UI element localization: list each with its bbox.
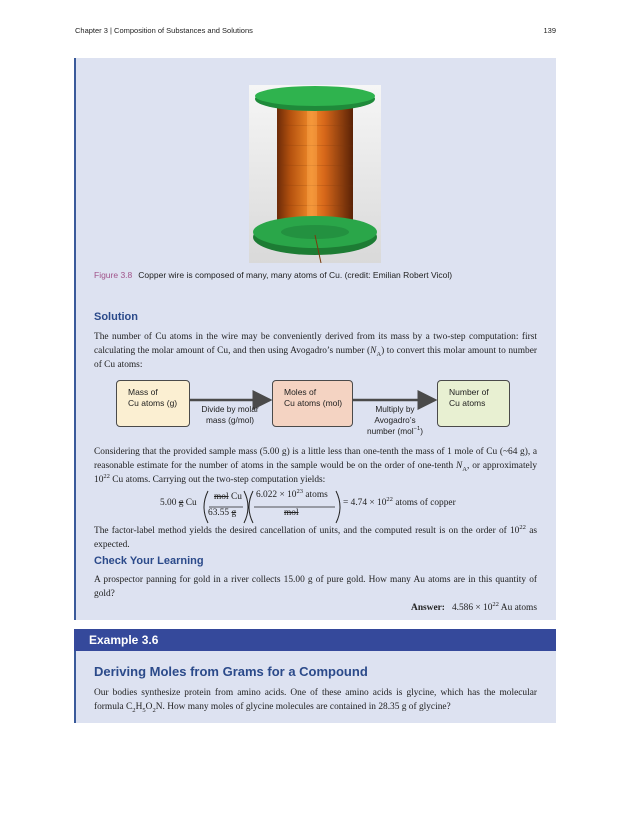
- eq-frac1-den: [208, 508, 236, 518]
- flow-box-mass-line2: Cu atoms (g): [128, 398, 178, 408]
- eq-frac1-mol: mol: [214, 492, 229, 502]
- conclusion-text-a: The factor-label method yields the desired cancellation of units, and the computed result is on the order of 10: [94, 526, 520, 536]
- flow-step-multiply-sup: −1: [413, 426, 421, 433]
- estimate-na: N: [456, 461, 463, 471]
- example-text-a: Our bodies synthesize protein from amino acids. One of these amino acids is glycine, which has the molecular formula C: [94, 688, 537, 712]
- solution-text-b: ) to convert this molar amount to number of Cu atoms:: [94, 346, 537, 370]
- flow-step-multiply-line2: Avogadro’s: [374, 415, 416, 425]
- conclusion-sup: 22: [519, 523, 526, 531]
- conclusion-text-b: as expected.: [94, 526, 537, 550]
- estimate-text-b: , or approximately 10: [94, 461, 538, 485]
- eq-frac1-cu: Cu: [228, 492, 242, 502]
- check-your-learning-heading: Check Your Learning: [94, 555, 204, 567]
- eq-frac2-num-unit: atoms: [303, 490, 328, 500]
- check-your-learning-text: A prospector panning for gold in a river collects 15.00 g of pure gold. How many Au atoms are in this quantity of gold?: [94, 575, 537, 599]
- estimate-text-a: Considering that the provided sample mass (5.00 g) is a little less than one-tenth the mass of 1 mole of Cu (~64 g), a reasonable estimate for the number of atoms in the sample would be on the order of one-tenth: [94, 447, 537, 471]
- eq-frac2-num-sup: 23: [296, 487, 304, 495]
- estimate-sup: 22: [103, 472, 110, 480]
- flow-step-divide-line1: Divide by molar: [201, 404, 259, 414]
- flow-step-divide: [193, 404, 267, 426]
- answer-label: Answer:: [411, 603, 445, 613]
- flow-box-moles-line2: Cu atoms (mol): [284, 398, 343, 408]
- eq-frac2-num: [256, 487, 328, 500]
- eq-frac1-den-unit: g: [231, 508, 237, 518]
- answer-value: 4.586 × 10: [451, 603, 493, 613]
- na-symbol: N: [370, 346, 377, 356]
- flow-step-multiply-end: ): [420, 426, 423, 436]
- figure-caption-text: Copper wire is composed of many, many atoms of Cu. (credit: Emilian Robert Vicol): [138, 270, 453, 280]
- example-sub-h: 5: [142, 706, 146, 714]
- na-subscript: A: [376, 350, 382, 358]
- flow-box-number: [437, 380, 510, 427]
- flow-step-divide-line2: mass (g/mol): [206, 415, 254, 425]
- eq-result-a: = 4.74 × 10: [343, 498, 387, 508]
- example-o: O: [145, 702, 153, 712]
- flow-box-number-line2: Cu atoms: [449, 398, 486, 408]
- example-text: [94, 686, 537, 714]
- flow-box-mass-line1: Mass of: [128, 387, 158, 397]
- flow-step-multiply-line3-text: number (mol: [367, 426, 414, 436]
- example-sub-c: 2: [132, 706, 136, 714]
- flow-box-number-line1: Number of: [449, 387, 489, 397]
- eq-mass-value: 5.00: [160, 498, 177, 508]
- eq-mass-cu: Cu: [183, 498, 197, 508]
- flow-step-multiply-line1: Multiply by: [375, 404, 415, 414]
- example-text-b: N. How many moles of glycine molecules are contained in 28.35 g of glycine?: [155, 702, 451, 712]
- flow-step-multiply-line3: [355, 426, 435, 437]
- conclusion-paragraph: [94, 524, 537, 552]
- eq-frac1-den-value: 63.55: [208, 508, 232, 518]
- figure-label: Figure 3.8: [94, 270, 133, 280]
- eq-frac2-num-value: 6.022 × 10: [256, 490, 297, 500]
- estimate-na-sub: A: [462, 465, 468, 473]
- solution-heading: Solution: [94, 311, 138, 323]
- flow-box-moles: [272, 380, 353, 427]
- eq-result-b: atoms of copper: [392, 498, 456, 508]
- flow-step-multiply: [355, 404, 435, 437]
- answer-sup: 22: [492, 600, 499, 608]
- eq-result: [343, 495, 456, 508]
- flow-box-mass: [116, 380, 190, 427]
- eq-mass-unit: g: [178, 498, 184, 508]
- eq-frac1-num: [214, 492, 242, 502]
- eq-mass: [160, 498, 197, 508]
- eq-frac2-den: mol: [284, 508, 299, 518]
- answer-unit: Au atoms: [498, 603, 537, 613]
- example-heading: Deriving Moles from Grams for a Compound: [94, 664, 368, 679]
- estimate-text-c: Cu atoms. Carrying out the two-step computation yields:: [109, 475, 326, 485]
- solution-text-a: The number of Cu atoms in the wire may be conveniently derived from its mass by a two-step computation: first calculating the molar amount of Cu, and then using Avogadro’s number (: [94, 332, 537, 356]
- eq-result-sup: 22: [386, 495, 393, 503]
- example-h: H: [135, 702, 143, 712]
- example-sub-o: 2: [152, 706, 156, 714]
- example-title-bar: Example 3.6: [74, 629, 556, 651]
- page-number: 139: [543, 26, 556, 35]
- estimate-paragraph: [94, 445, 537, 487]
- answer-line: [411, 600, 537, 613]
- running-header: Chapter 3 | Composition of Substances and Solutions: [75, 26, 253, 35]
- flow-box-moles-line1: Moles of: [284, 387, 317, 397]
